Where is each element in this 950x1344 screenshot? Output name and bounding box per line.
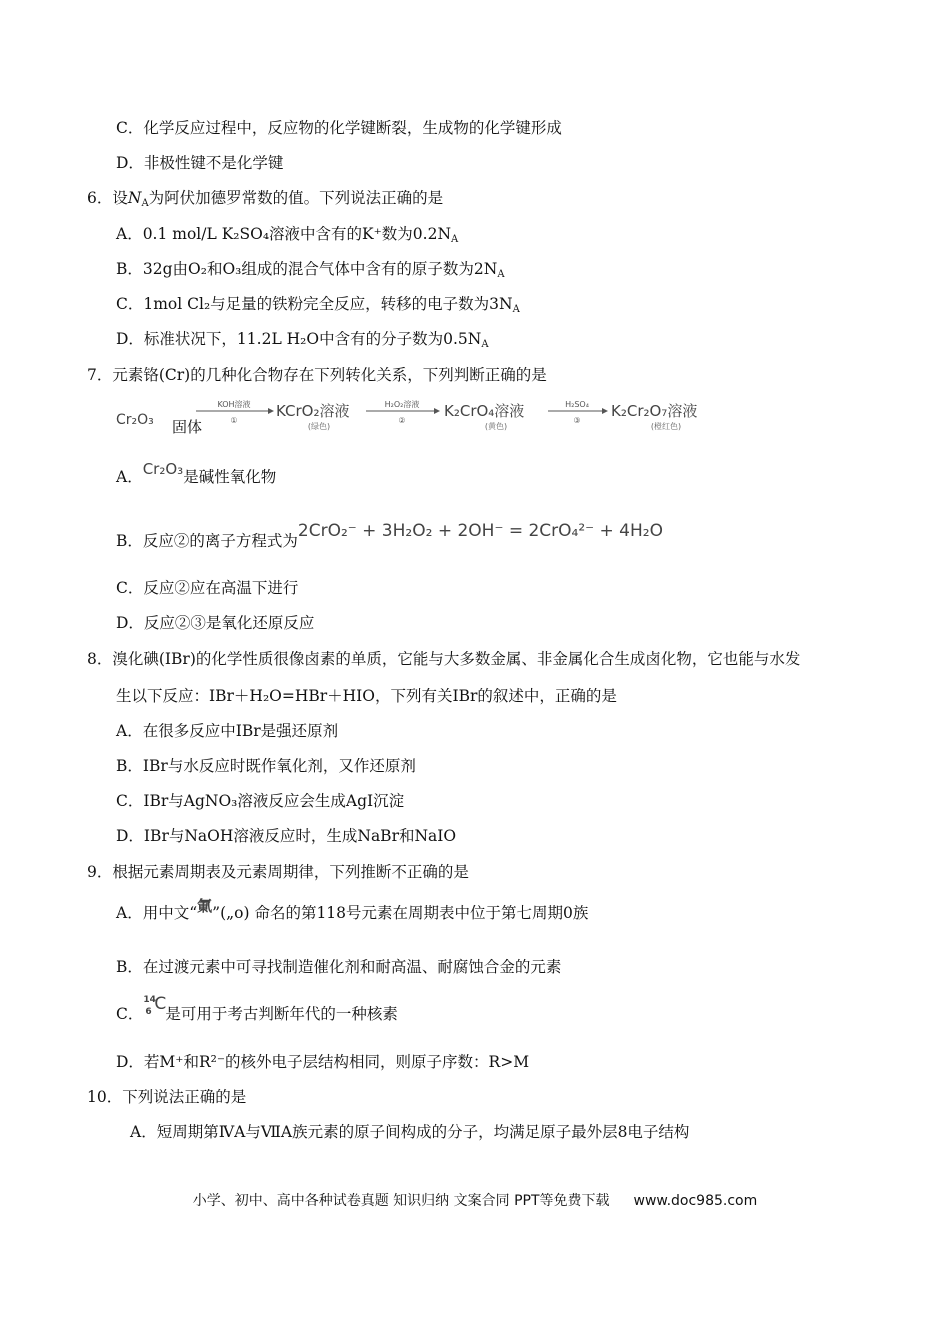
- q7-option-a: [116, 460, 277, 488]
- q9-option-a-label: A．用中文“: [116, 904, 198, 922]
- q5-option-c: C．化学反应过程中，反应物的化学键断裂，生成物的化学键形成: [116, 119, 562, 137]
- q6-number: 6．设: [87, 189, 128, 207]
- q9-element-symbol: C: [154, 994, 167, 1014]
- scheme-kcro2: KCrO₂溶液: [276, 402, 350, 420]
- scheme-k2cro4-color: (黄色): [484, 422, 508, 431]
- scheme-reagent-3: H₂SO₄: [565, 400, 589, 409]
- q6-option-d-text: D．标准状况下，11.2L H₂O中含有的分子数为0.5N: [116, 330, 482, 348]
- q7-option-a-text: 是碱性氧化物: [183, 468, 277, 486]
- footer-text: 小学、初中、高中各种试卷真题 知识归纳 文案合同 PPT等免费下载: [192, 1193, 610, 1209]
- q9-option-a-text: ”(„o) 命名的第118号元素在周期表中位于第七周期0族: [212, 904, 589, 922]
- q9-option-c: [116, 994, 398, 1025]
- q7-option-c: C．反应②应在高温下进行: [116, 579, 299, 597]
- q7-option-a-formula: Cr₂O₃: [142, 460, 184, 478]
- q8-option-c: C．IBr与AgNO₃溶液反应会生成AgI沉淀: [116, 792, 405, 810]
- q8-stem-line1: 8．溴化碘(IBr)的化学性质很像卤素的单质，它能与大多数金属、非金属化合生成卤化物，它也能与水发: [87, 650, 801, 668]
- scheme-reagent-2: H₂O₂溶液: [384, 400, 420, 409]
- q6-symbol-n: N: [127, 189, 142, 207]
- q7-option-a-label: A．: [116, 468, 143, 486]
- q7-conversion-scheme: [116, 396, 716, 440]
- scheme-k2cro4: K₂CrO₄溶液: [444, 402, 525, 420]
- scheme-reagent-1: KOH溶液: [217, 400, 251, 409]
- q9-option-a: [116, 897, 589, 924]
- q7-stem: 7．元素铬(Cr)的几种化合物存在下列转化关系，下列判断正确的是: [87, 366, 547, 384]
- q6-stem: [87, 187, 443, 209]
- q8-option-a: A．在很多反应中IBr是强还原剂: [116, 722, 339, 740]
- scheme-arrowhead-3: [602, 408, 608, 414]
- q8-option-b: B．IBr与水反应时既作氧化剂，又作还原剂: [116, 757, 416, 775]
- q6-symbol-sub: A: [141, 198, 149, 209]
- q6-option-b: [116, 258, 505, 280]
- scheme-k2cr2o7: K₂Cr₂O₇溶液: [611, 402, 698, 420]
- q6-option-a-sub: A: [451, 234, 459, 245]
- page-footer: [0, 1190, 950, 1210]
- q9-element-character: 氭: [197, 897, 213, 915]
- q8-option-d: D．IBr与NaOH溶液反应时，生成NaBr和NaIO: [116, 827, 457, 845]
- q6-option-c-sub: A: [512, 304, 520, 315]
- q7-option-b-equation: 2CrO₂⁻ + 3H₂O₂ + 2OH⁻ = 2CrO₄²⁻ + 4H₂O: [297, 521, 663, 541]
- q10-stem: 10．下列说法正确的是: [87, 1088, 247, 1106]
- q9-nuclide-symbol: [143, 994, 167, 1025]
- scheme-step-2: ②: [398, 416, 406, 425]
- q9-option-c-label: C．: [116, 1005, 144, 1023]
- scheme-cr2o3: Cr₂O₃: [116, 412, 154, 428]
- q9-option-c-text: 是可用于考古判断年代的一种核素: [165, 1005, 398, 1023]
- scheme-arrowhead-1: [268, 408, 274, 414]
- scheme-step-3: ③: [573, 416, 581, 425]
- q5-option-d: D．非极性键不是化学键: [116, 154, 284, 172]
- q6-option-b-text: B．32g由O₂和O₃组成的混合气体中含有的原子数为2N: [116, 260, 498, 278]
- q6-option-a: [116, 223, 458, 245]
- q6-option-c: [116, 293, 520, 315]
- scheme-arrowhead-2: [434, 408, 440, 414]
- scheme-k2cr2o7-color: (橙红色): [650, 422, 682, 431]
- q6-option-d: [116, 328, 489, 350]
- q9-option-d: D．若M⁺和R²⁻的核外电子层结构相同，则原子序数：R>M: [116, 1053, 530, 1071]
- q6-option-a-text: A．0.1 mol/L K₂SO₄溶液中含有的K⁺数为0.2N: [116, 225, 452, 243]
- scheme-step-1: ①: [230, 416, 238, 425]
- q6-option-b-sub: A: [497, 269, 505, 280]
- q6-option-d-sub: A: [481, 339, 489, 350]
- q10-option-a: A．短周期第ⅣA与ⅦA族元素的原子间构成的分子，均满足原子最外层8电子结构: [130, 1123, 690, 1141]
- q6-stem-text: 为阿伏加德罗常数的值。下列说法正确的是: [148, 189, 444, 207]
- q7-option-b: [116, 521, 663, 552]
- q9-atomic-number: 6: [145, 1007, 152, 1017]
- q9-option-b: B．在过渡元素中可寻找制造催化剂和耐高温、耐腐蚀合金的元素: [116, 958, 562, 976]
- scheme-kcro2-color: (绿色): [307, 422, 331, 431]
- q7-option-d: D．反应②③是氧化还原反应: [116, 614, 315, 632]
- q9-mass-number: 14: [143, 995, 156, 1005]
- q7-option-b-text: B．反应②的离子方程式为: [116, 532, 298, 550]
- q9-stem: 9．根据元素周期表及元素周期律，下列推断不正确的是: [87, 863, 469, 881]
- scheme-solid-label: 固体: [172, 418, 203, 436]
- q8-stem-line2: 生以下反应：IBr＋H₂O=HBr＋HIO，下列有关IBr的叙述中，正确的是: [116, 687, 617, 705]
- footer-url[interactable]: www.doc985.com: [633, 1193, 758, 1209]
- q6-option-c-text: C．1mol Cl₂与足量的铁粉完全反应，转移的电子数为3N: [116, 295, 513, 313]
